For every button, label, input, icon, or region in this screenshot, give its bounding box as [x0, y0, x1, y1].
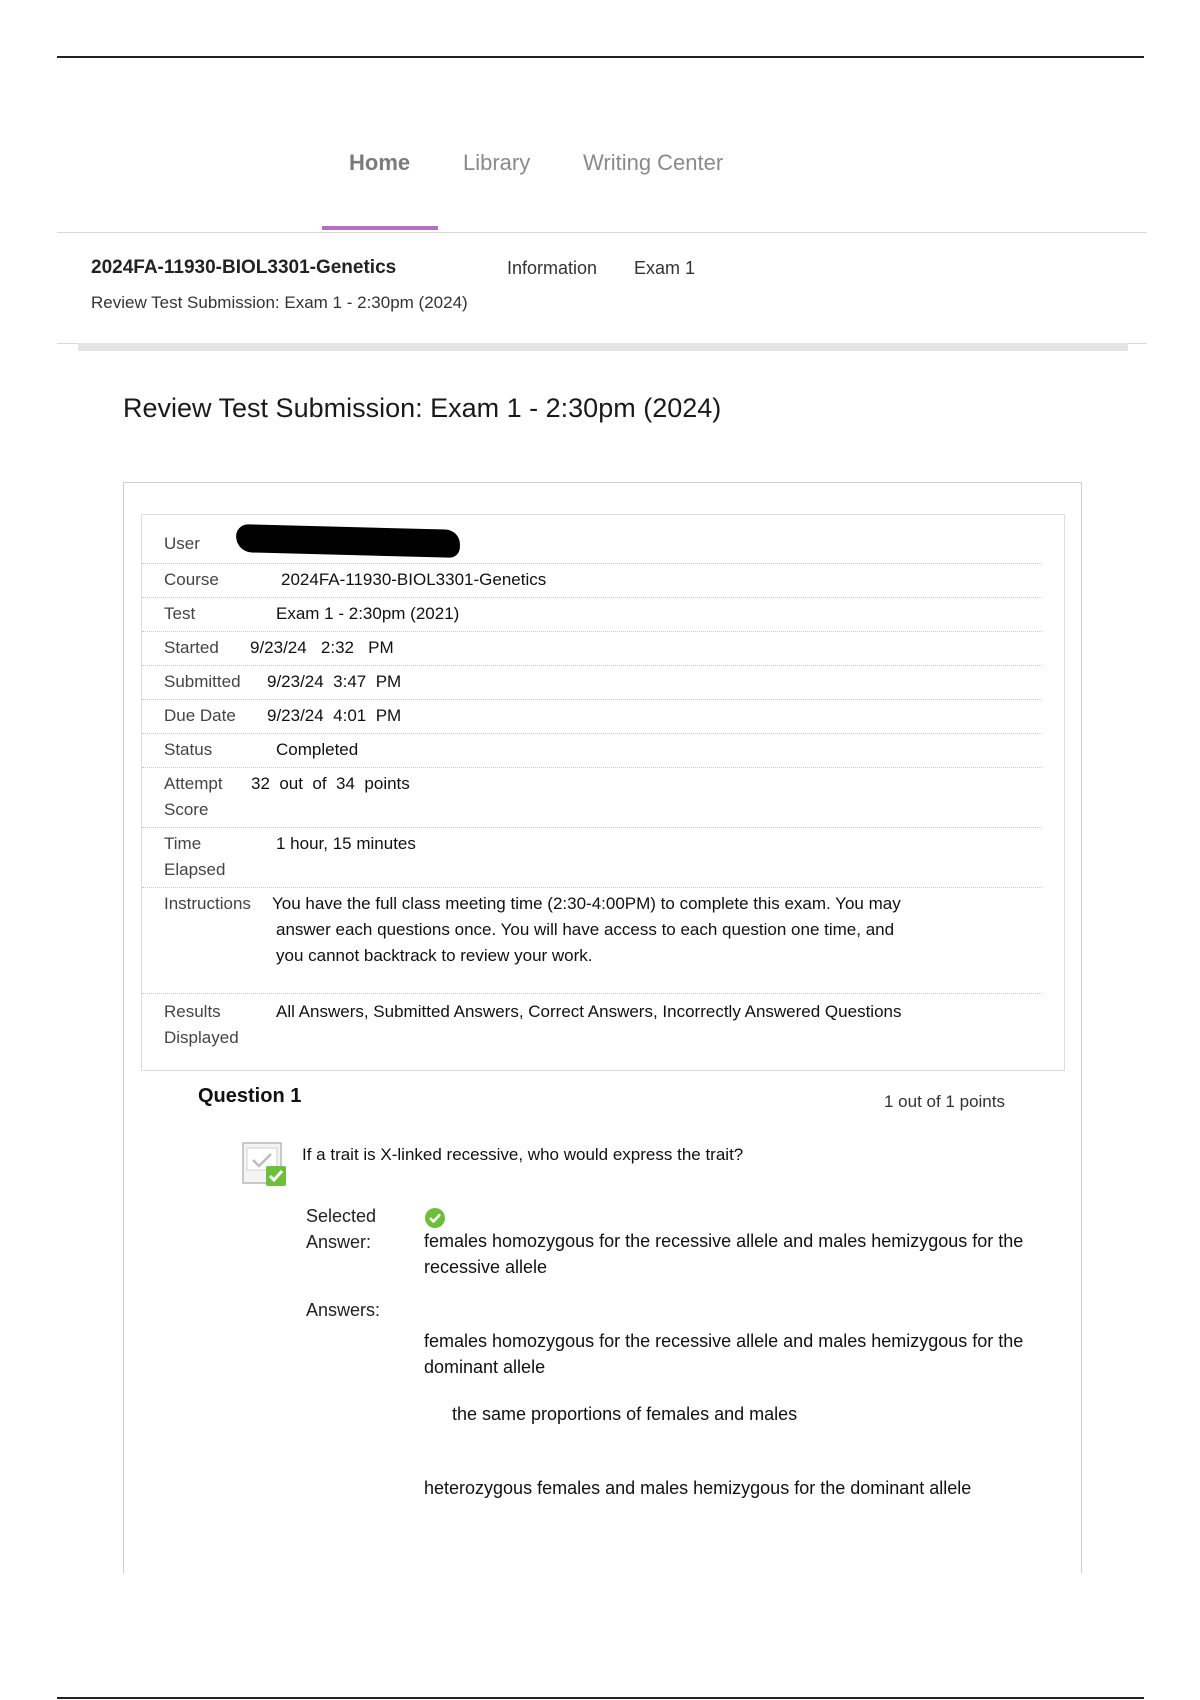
time-label: Time: [164, 834, 202, 853]
question-text: If a trait is X-linked recessive, who would express the trait?: [302, 1145, 744, 1164]
selected-label-line-1: Selected: [306, 1206, 377, 1226]
detail-row-status: [142, 733, 1042, 768]
status-label: Status: [164, 740, 213, 759]
answer-option-2: the same proportions of females and males: [452, 1404, 798, 1424]
top-rule: [57, 56, 1144, 58]
due-date-label: Due Date: [164, 706, 236, 725]
started-value: 9/23/24 2:32 PM: [250, 638, 394, 657]
breadcrumb-shadow: [78, 343, 1128, 351]
status-value: Completed: [276, 740, 359, 759]
detail-row-attempt-score: [142, 767, 1042, 828]
detail-row-test: [142, 597, 1042, 632]
detail-row-submitted: [142, 665, 1042, 700]
correct-check-icon: [424, 1207, 446, 1229]
breadcrumb-exam[interactable]: Exam 1: [634, 258, 696, 278]
instructions-line-3: you cannot backtrack to review your work.: [276, 946, 593, 965]
graded-question-icon: [241, 1140, 289, 1188]
selected-answer-text: females homozygous for the recessive allele and males hemizygous for the recessive allele: [424, 1231, 1024, 1277]
instructions-line-2: answer each questions once. You will have access to each question one time, and: [276, 920, 895, 939]
instructions-line-1: You have the full class meeting time (2:30-4:00PM) to complete this exam. You may: [272, 894, 901, 913]
nav-library[interactable]: Library: [463, 150, 531, 175]
course-link[interactable]: 2024FA-11930-BIOL3301-Genetics: [91, 257, 397, 278]
results-displayed-value: All Answers, Submitted Answers, Correct Answers, Incorrectly Answered Questions: [276, 1002, 902, 1021]
breadcrumb-information[interactable]: Information: [507, 258, 598, 278]
course-value: 2024FA-11930-BIOL3301-Genetics: [281, 570, 547, 589]
user-label: User: [164, 534, 200, 553]
page-title: Review Test Submission: Exam 1 - 2:30pm (2024): [123, 393, 722, 423]
due-date-value: 9/23/24 4:01 PM: [267, 706, 402, 725]
breadcrumb-current-page: Review Test Submission: Exam 1 - 2:30pm (2024): [91, 293, 468, 312]
detail-row-results-displayed: [142, 993, 1042, 1069]
score-label: Score: [164, 800, 209, 819]
redacted-username: [236, 524, 461, 558]
submitted-value: 9/23/24 3:47 PM: [267, 672, 402, 691]
nav-home[interactable]: Home: [349, 150, 411, 175]
started-label: Started: [164, 638, 219, 657]
detail-row-course: [142, 563, 1042, 598]
elapsed-label: Elapsed: [164, 860, 226, 879]
attempt-score-value: 32 out of 34 points: [251, 774, 410, 793]
top-navigation: [57, 110, 1147, 233]
submitted-label: Submitted: [164, 672, 241, 691]
breadcrumb: [57, 233, 1147, 344]
displayed-label: Displayed: [164, 1028, 239, 1047]
detail-row-time-elapsed: [142, 827, 1042, 888]
test-value: Exam 1 - 2:30pm (2021): [276, 604, 460, 623]
attempt-label: Attempt: [164, 774, 223, 793]
course-label: Course: [164, 570, 219, 589]
answer-option-1: females homozygous for the recessive allele and males hemizygous for the dominant allele: [424, 1331, 1024, 1377]
question-points: 1 out of 1 points: [884, 1092, 1005, 1111]
selected-label-line-2: Answer:: [306, 1232, 372, 1252]
test-label: Test: [164, 604, 196, 623]
question-title: Question 1: [198, 1085, 302, 1107]
detail-row-user: [142, 515, 1042, 564]
answers-label: Answers:: [306, 1300, 381, 1320]
selected-answer-label: [306, 1203, 376, 1255]
submission-details: [141, 514, 1065, 1071]
detail-row-started: [142, 631, 1042, 666]
bottom-rule: [57, 1697, 1144, 1699]
instructions-label: Instructions: [164, 894, 251, 913]
answer-option-3: heterozygous females and males hemizygous for the dominant allele: [424, 1478, 972, 1498]
time-elapsed-value: 1 hour, 15 minutes: [276, 834, 416, 853]
detail-row-instructions: [142, 887, 1042, 994]
results-label: Results: [164, 1002, 221, 1021]
detail-row-due-date: [142, 699, 1042, 734]
nav-writing-center[interactable]: Writing Center: [583, 150, 724, 175]
active-tab-indicator: [322, 226, 438, 230]
